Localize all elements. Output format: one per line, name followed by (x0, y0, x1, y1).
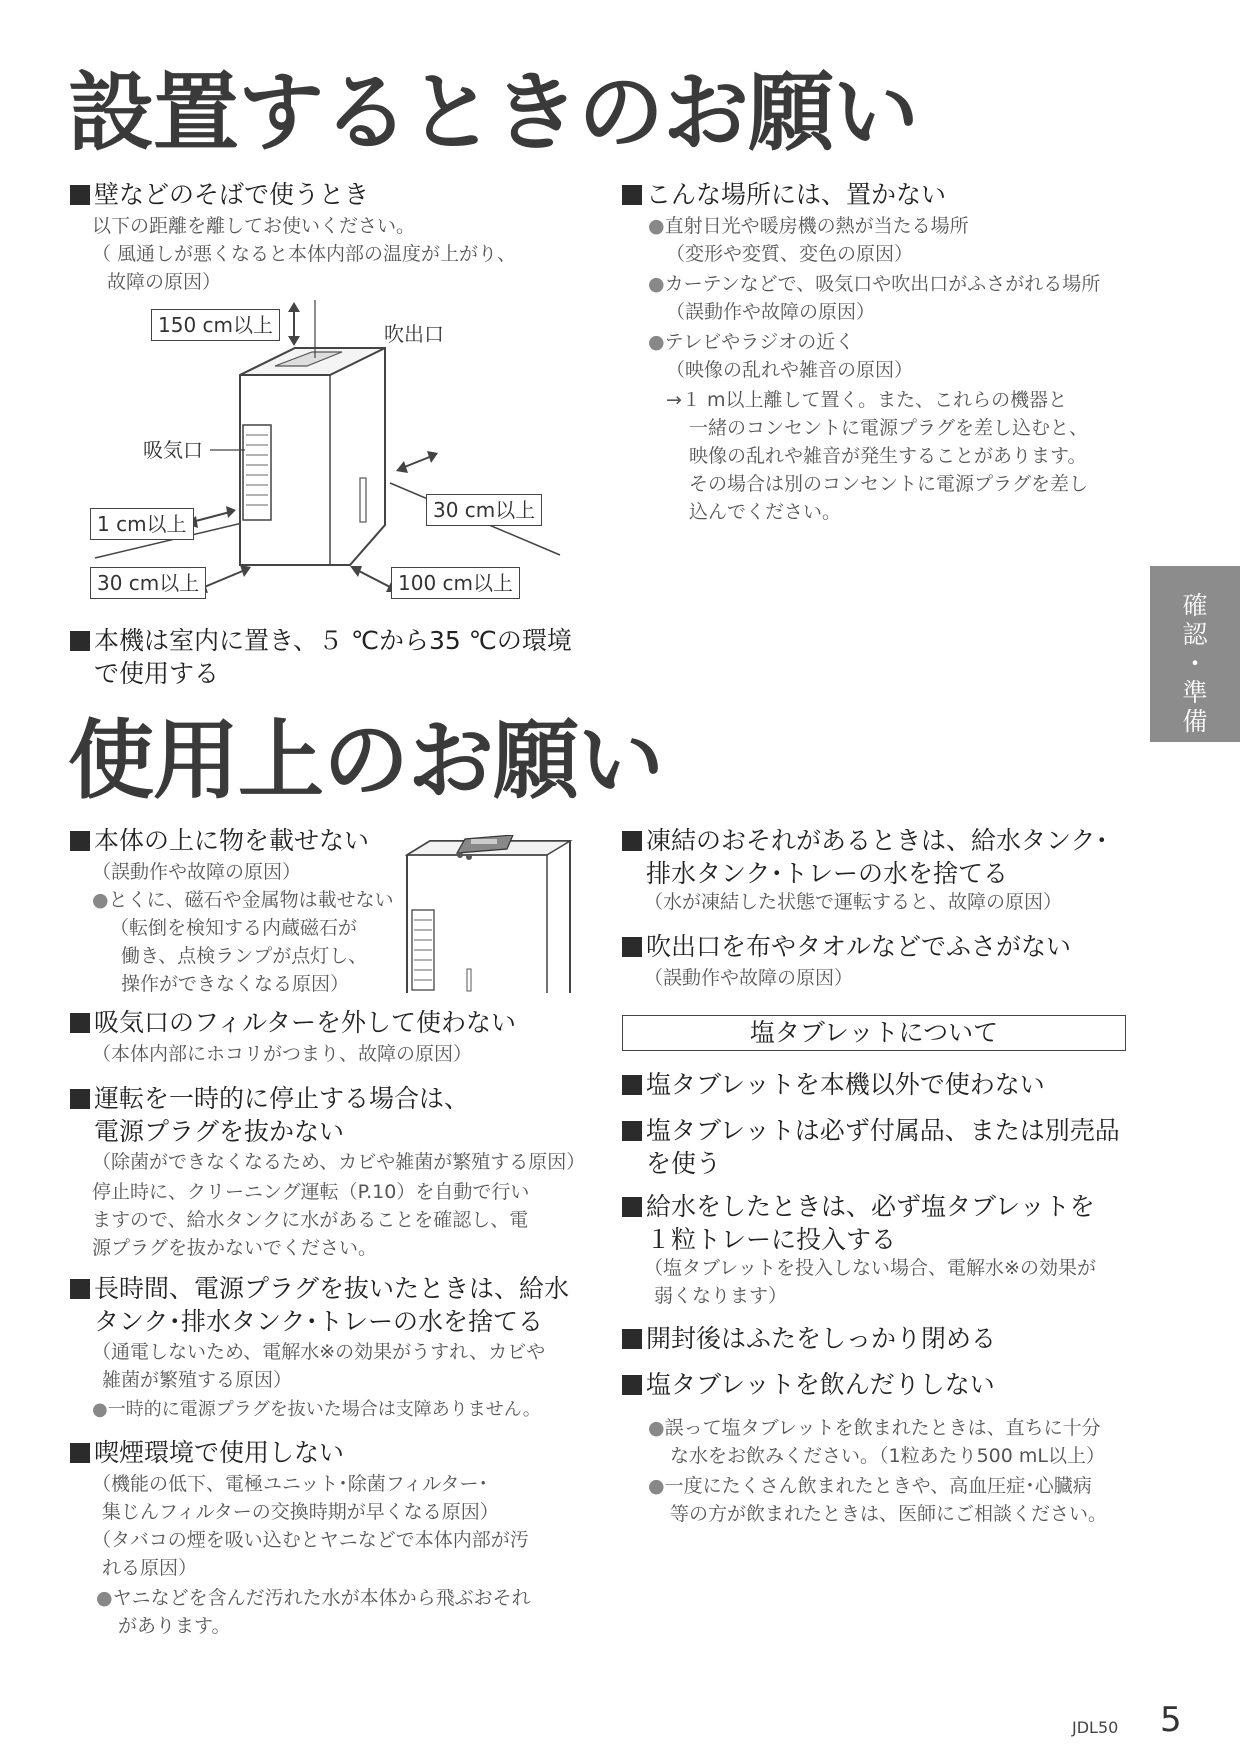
salt-tablet-section-title: 塩タブレットについて (622, 1015, 1126, 1051)
avoid-arrow-line-1: →１ m以上離して置く。また、これらの機器と (666, 389, 1068, 411)
u1-note: （誤動作や故障の原因） (92, 861, 302, 883)
dot-bullet-icon: ● (648, 215, 665, 237)
avoid-note-2: （誤動作や故障の原因） (666, 301, 876, 323)
page-title-install: 設置するときのお願い (68, 63, 918, 163)
u1-sub-3: 操作ができなくなる原因） (121, 973, 350, 995)
u5-bullet-2: があります。 (118, 1615, 231, 1637)
label-inlet: 吸気口 (143, 438, 203, 462)
u1-bullet: ●とくに、磁石や金属物は載せない (92, 889, 394, 911)
avoid-arrow-line-4: その場合は別のコンセントに電源プラグを差し (689, 473, 1089, 495)
page-title-usage: 使用上のお願い (68, 711, 663, 811)
u5-heading: 喫煙環境で使用しない (70, 1436, 344, 1469)
unit-with-object-illustration (405, 835, 577, 995)
u3-text-2: ますので、給水タンクに水があることを確認し、電 (92, 1209, 529, 1231)
salt-note-2: 弱くなります） (654, 1285, 788, 1307)
wall-note-2: （ 風通しが悪くなると本体内部の温度が上がり、 (92, 243, 517, 265)
avoid-arrow-line-3: 映像の乱れや雑音が発生することがあります。 (689, 445, 1087, 467)
avoid-note-1: （変形や変質、変色の原因） (666, 243, 914, 265)
wall-note-1: 以下の距離を離してお使いください。 (92, 215, 416, 237)
salt-heading-5: 塩タブレットを飲んだりしない (622, 1368, 995, 1401)
avoid-bullet-2: ●カーテンなどで、吸気口や吹出口がふさがれる場所 (648, 273, 1101, 295)
square-bullet-icon (70, 831, 90, 851)
square-bullet-icon (70, 631, 90, 651)
avoid-bullet-3: ●テレビやラジオの近く (648, 331, 855, 353)
u3-text-1: 停止時に、クリーニング運転（P.10）を自動で行い (92, 1181, 530, 1203)
r1-note: （水が凍結した状態で運転すると、故障の原因） (644, 891, 1063, 913)
page-number: 5 (1160, 1700, 1182, 1740)
square-bullet-icon (622, 1375, 642, 1395)
avoid-heading: こんな場所には、置かない (622, 178, 946, 211)
dot-bullet-icon: ● (92, 1399, 108, 1420)
r1-heading: 凍結のおそれがあるときは、給水タンク･ 排水タンク･トレーの水を捨てる (622, 824, 1108, 890)
avoid-bullet-1: ●直射日光や暖房機の熱が当たる場所 (648, 215, 969, 237)
salt-heading-1: 塩タブレットを本機以外で使わない (622, 1068, 1045, 1101)
u5-note-3: （タバコの煙を吸い込むとヤニなどで本体内部が汚 (92, 1529, 529, 1551)
dot-bullet-icon: ● (92, 889, 109, 911)
u2-heading: 吸気口のフィルターを外して使わない (70, 1006, 516, 1039)
u3-heading: 運転を一時的に停止する場合は、 電源プラグを抜かない (70, 1082, 469, 1148)
salt-heading-3: 給水をしたときは、必ず塩タブレットを １粒トレーに投入する (622, 1190, 1095, 1256)
u3-text-3: 源プラグを抜かないでください。 (92, 1237, 378, 1259)
u1-sub-1: （転倒を検知する内蔵磁石が (110, 917, 358, 939)
dot-bullet-icon: ● (648, 273, 665, 295)
u1-sub-2: 働き、点検ランプが点灯し、 (121, 945, 368, 967)
square-bullet-icon (622, 1197, 642, 1217)
wall-heading: 壁などのそばで使うとき (70, 178, 369, 211)
r2-heading: 吹出口を布やタオルなどでふさがない (622, 930, 1071, 963)
u5-bullet-1: ●ヤニなどを含んだ汚れた水が本体から飛ぶおそれ (96, 1587, 531, 1609)
avoid-note-3: （映像の乱れや雑音の原因） (666, 359, 914, 381)
u4-note-1: （通電しないため、電解水※の効果がうすれ、カビや (92, 1341, 546, 1363)
side-tab-char: 確 (1182, 591, 1208, 620)
dot-bullet-icon: ● (648, 1417, 665, 1439)
u4-heading: 長時間、電源プラグを抜いたときは、給水 タンク･排水タンク･トレーの水を捨てる (70, 1272, 569, 1338)
label-outlet: 吹出口 (384, 322, 444, 346)
salt-bullet-1b: な水をお飲みください。（1粒あたり500 mL以上） (670, 1445, 1105, 1467)
square-bullet-icon (622, 1329, 642, 1349)
wall-note-3: 故障の原因） (107, 271, 222, 293)
u5-note-1: （機能の低下、電極ユニット･除菌フィルター･ (92, 1473, 488, 1495)
model-number: JDL50 (1072, 1718, 1119, 1737)
u4-note-2: 雑菌が繁殖する原因） (102, 1369, 293, 1391)
square-bullet-icon (622, 1075, 642, 1095)
square-bullet-icon (70, 1089, 90, 1109)
section-side-tab (1150, 566, 1240, 742)
u2-note: （本体内部にホコリがつまり、故障の原因） (92, 1043, 473, 1065)
side-tab-char: 認 (1182, 620, 1208, 649)
salt-note-1: （塩タブレットを投入しない場合、電解水※の効果が (644, 1257, 1096, 1279)
dot-bullet-icon: ● (648, 1475, 665, 1497)
u1-heading: 本体の上に物を載せない (70, 824, 369, 857)
u3-note: （除菌ができなくなるため、カビや雑菌が繁殖する原因） (92, 1151, 586, 1173)
salt-bullet-2a: ●一度にたくさん飲まれたときや、高血圧症･心臓病 (648, 1475, 1092, 1497)
dot-bullet-icon: ● (96, 1587, 113, 1609)
label-front-right-clearance: 100 cm以上 (391, 567, 520, 599)
r2-note: （誤動作や故障の原因） (644, 967, 854, 989)
square-bullet-icon (622, 831, 642, 851)
dot-bullet-icon: ● (648, 331, 665, 353)
u5-note-2: 集じんフィルターの交換時期が早くなる原因） (102, 1501, 499, 1523)
side-tab-char: 備 (1182, 707, 1208, 736)
square-bullet-icon (622, 1121, 642, 1141)
side-tab-char: ・ (1182, 649, 1208, 678)
temp-heading: 本機は室内に置き、５ ℃から35 ℃の環境 で使用する (70, 624, 572, 690)
square-bullet-icon (70, 185, 90, 205)
side-tab-char: 準 (1182, 678, 1208, 707)
square-bullet-icon (70, 1443, 90, 1463)
salt-bullet-2b: 等の方が飲まれたときは、医師にご相談ください。 (670, 1503, 1108, 1525)
avoid-arrow-line-2: 一緒のコンセントに電源プラグを差し込むと、 (689, 417, 1089, 439)
salt-heading-2: 塩タブレットは必ず付属品、または別売品 を使う (622, 1114, 1120, 1180)
label-top-clearance: 150 cm以上 (151, 309, 280, 341)
square-bullet-icon (622, 937, 642, 957)
square-bullet-icon (70, 1013, 90, 1033)
square-bullet-icon (70, 1279, 90, 1299)
label-side-right-clearance: 30 cm以上 (426, 494, 542, 526)
u4-bullet: ●一時的に電源プラグを抜いた場合は支障ありません。 (92, 1399, 541, 1420)
label-side-left-clearance: 1 cm以上 (90, 508, 194, 540)
square-bullet-icon (622, 185, 642, 205)
u5-note-4: れる原因） (102, 1557, 198, 1579)
avoid-arrow-line-5: 込んでください。 (689, 501, 842, 523)
label-front-left-clearance: 30 cm以上 (90, 567, 206, 599)
salt-heading-4: 開封後はふたをしっかり閉める (622, 1322, 996, 1355)
salt-bullet-1a: ●誤って塩タブレットを飲まれたときは、直ちに十分 (648, 1417, 1101, 1439)
